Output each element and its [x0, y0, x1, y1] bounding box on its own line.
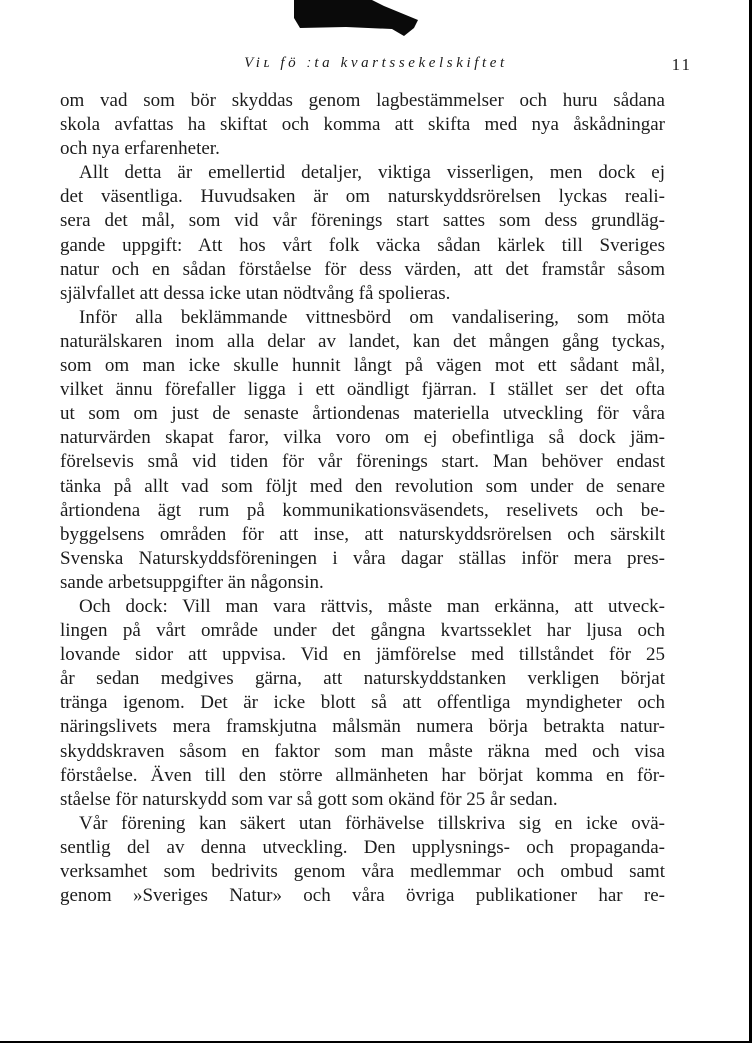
text-line: och nya erfarenheter.: [60, 138, 220, 160]
paragraph: [60, 89, 665, 161]
paragraph: [60, 595, 665, 812]
text-line: naturvärden skapat faror, vilka voro om ej obefintliga så dock jäm-: [60, 427, 665, 449]
running-header: [60, 55, 692, 81]
text-line: gande uppgift: Att hos vårt folk väcka sådan kärlek till Sveriges: [60, 234, 665, 256]
text-line: det väsentliga. Huvudsaken är om naturskyddsrörelsen lyckas reali-: [60, 186, 665, 208]
text-line: skyddskraven såsom en faktor som man måste räkna med och visa: [60, 740, 665, 762]
text-line: förståelse. Även till den större allmänheten har börjat komma en för-: [60, 764, 665, 786]
text-line: näringslivets mera framskjutna målsmän numera börja betrakta natur-: [60, 716, 665, 738]
body-text: [60, 89, 665, 908]
text-line: sande arbetsuppgifter än någonsin.: [60, 571, 324, 593]
text-line: årtiondena ägt rum på kommunikationsväsendets, reselivets och be-: [60, 499, 665, 521]
page-number: 11: [671, 55, 692, 74]
text-line: tränga igenom. Det är icke blott så att offentliga myndigheter och: [60, 692, 665, 714]
text-line: ståelse för naturskydd som var så gott som okänd för 25 år sedan.: [60, 788, 558, 810]
paragraph: [60, 812, 665, 908]
running-title: Viʟ fö ːta kvartssekelskiftet: [244, 55, 508, 71]
text-line: tänka på allt vad som följt med den revolution som under de senare: [60, 475, 665, 497]
text-line: självfallet att dessa icke utan nödtvång få spolieras.: [60, 282, 451, 304]
text-line: ut som om just de senaste årtiondenas materiella utveckling för våra: [60, 403, 665, 425]
text-line: naturälskaren inom alla delar av landet, kan det mången gång tyckas,: [60, 330, 665, 352]
text-line: vilket ännu förefaller ligga i ett oändligt fjärran. I stället ser det ofta: [60, 379, 665, 401]
text-line: Och dock: Vill man vara rättvis, måste man erkänna, att utveck-: [79, 595, 665, 617]
text-line: som om man icke skulle hunnit långt på vägen mot ett sådant mål,: [60, 355, 665, 377]
paragraph: [60, 306, 665, 595]
text-line: om vad som bör skyddas genom lagbestämmelser och huru sådana: [60, 90, 665, 111]
text-line: sera det mål, som vid vår förenings start sattes som dess grundläg-: [60, 210, 665, 232]
text-line: sentlig del av denna utveckling. Den upplysnings- och propaganda-: [60, 836, 665, 858]
text-line: skola avfattas ha skiftat och komma att skifta med nya åskådningar: [60, 114, 665, 136]
text-line: Vår förening kan säkert utan förhävelse tillskriva sig en icke ovä-: [79, 812, 665, 834]
text-line: Inför alla beklämmande vittnesbörd om vandalisering, som möta: [79, 306, 665, 328]
text-line: lovande sidor att uppvisa. Vid en jämförelse med tillståndet för 25: [60, 644, 665, 666]
paragraph: [60, 161, 665, 306]
text-line: byggelsens områden för att inse, att naturskyddsrörelsen och särskilt: [60, 523, 665, 545]
text-line: lingen på vårt område under det gångna kvartsseklet har ljusa och: [60, 620, 665, 642]
ink-blot-mark: [288, 0, 423, 40]
text-line: genom »Sveriges Natur» och våra övriga publikationer har re-: [60, 885, 665, 907]
text-line: Allt detta är emellertid detaljer, viktiga visserligen, men dock ej: [79, 162, 665, 184]
text-line: Svenska Naturskyddsföreningen i våra dagar ställas inför mera pres-: [60, 547, 665, 569]
text-line: natur och en sådan förståelse för dess värden, att det framstår såsom: [60, 258, 665, 280]
text-line: verksamhet som bedrivits genom våra medlemmar och ombud samt: [60, 861, 665, 882]
text-line: år sedan medgives gärna, att naturskyddstanken verkligen börjat: [60, 668, 665, 690]
text-line: förelsevis små vid tiden för vår förenings start. Man behöver endast: [60, 451, 665, 473]
